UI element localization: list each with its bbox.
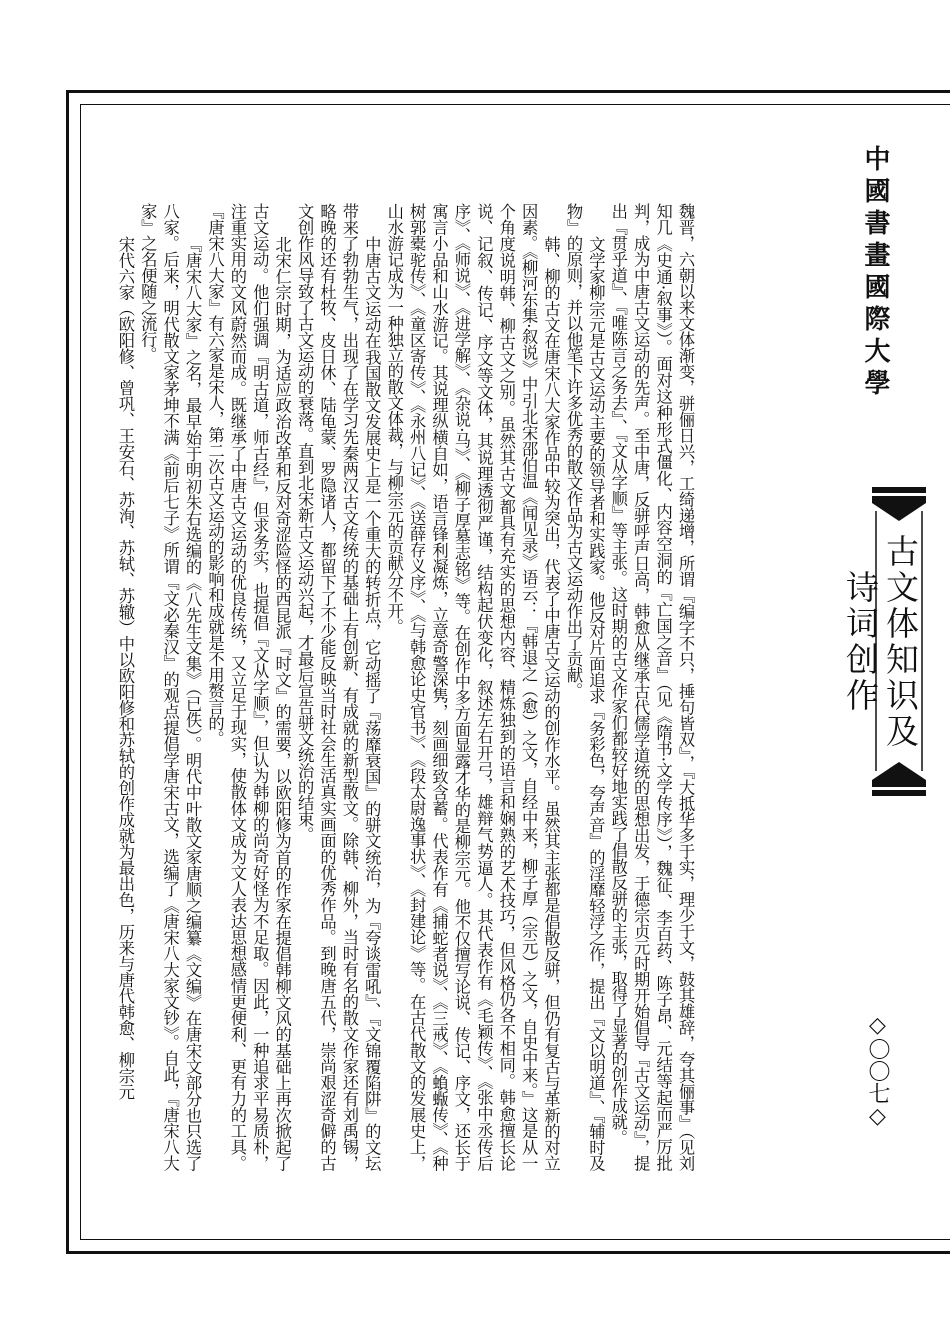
running-header: 中國書畫國際大學 <box>860 145 890 401</box>
chapter-title: 古文体知识及诗词创作 <box>841 534 920 750</box>
paragraph-6: 『唐宋八大家』之名，最早始于明初朱右选编的《八先生文集》（已佚）。明代中叶散文家唐顺之编纂《文编》在唐宋文部分也只选了八家。后来，明代散文家茅坤不满《前后七子》所谓『文必秦汉』的观点提倡学唐宋古文，选编了《唐宋八大家文钞》。自此，『唐宋八大家』之名便随之流行。 <box>138 203 203 1171</box>
paragraph-1: 魏晋，六朝以来文体渐变，骈俪日兴，工绮递增，所谓『编字不只，捶句皆双』，『大抵华多于实，理少于文，鼓其雄辞，夸其俪事』（见刘知几《史通·叙事》）。面对这种形式僵化、内容空洞的『亡国之音』（见《隋书·文学传序》），魏征、李百药、陈子昂、元结等起而严厉批判，成为中唐古文运动的先声。至中唐，反骈呼声日高，韩愈从继承古代儒学道统的思想出发，于德宗贞元时期开始倡导『古文运动』，提出『贯乎道』、『唯陈言之务去』、『文从字顺』等主张。这时期的古文作家们都较好地实践了倡散反骈的主张，取得了显著的创作成就。 <box>608 203 695 1171</box>
paragraph-3: 韩、柳的古文在唐宋八大家作品中较为突出，代表了中唐古文运动的创作水平。虽然其主张都是倡散反骈，但仍有复古与革新的对立因素。《柳河东集·叙说》中引北宋邵伯温《闻见录》语云：『韩退之（愈）之文，自经中来，柳子厚（宗元）之文，自史中来。』这是从一个角度说明韩、柳古文之别。虽然其古文都具有充实的思想内容、精炼独到的语言和娴熟的艺术技巧，但风格仍各不相同。韩愈擅长论说、记叙、传记、序文等文体，其说理透彻严谨，结构起伏变化，叙述左右开弓，雄辩气势逼人。其代表作有《毛颖传》、《张中丞传后序》、《师说》、《进学解》、《杂说·马》、《柳子厚墓志铭》等。在创作中多方面显露才华的是柳宗元。他不仅擅写论说、传记、序文，还长于寓言小品和山水游记。其说理纵横自如，语言锋利凝炼，立意奇警深隽，刻画细致含蓄。代表作有《捕蛇者说》、《三戒》、《蝜蝂传》、《种树郭橐驼传》、《童区寄传》、《永州八记》、《送薛存义序》、《与韩愈论史官书》、《段太尉逸事状》、《封建论》等。在古代散文的发展史上，山水游记成为一种独立的散文体裁，与柳宗元的贡献分不开。 <box>384 203 561 1171</box>
chapter-title-box <box>841 487 926 796</box>
body-text <box>115 203 696 1171</box>
paragraph-5: 北宋仁宗时期，为适应政治改革和反对奇涩险怪的西昆派『时文』的需要，以欧阳修为首的作家在提倡韩柳文风的基础上再次掀起了古文运动。他们强调『明古道，师古经』，但求务实，也提倡『文从字顺』，但认为韩柳的尚奇好怪为不足取。因此，一种追求平易质朴，注重实用的文风蔚然而成。既继承了中唐古文运动的优良传统，又立足于现实，使散体文成为文人表达思想感情更便利、更有力的工具。『唐宋八大家』有六家是宋人，第二次古文运动的影响和成就是不用赘言的。 <box>205 203 292 1171</box>
paragraph-4: 中唐古文运动在我国散文发展史上是一个重大的转折点，它动摇了『荡靡衰国』的骈文统治，为『夸谈雷吼』、『文锦覆陷阱』的文坛带来了勃勃生气，出现了在学习先秦两汉古文传统的基础上有创新、有成就的新型散文。除韩、柳外，当时有名的散文作家还有刘禹锡，略晚的还有杜牧、皮日休、陆龟蒙、罗隐诸人，都留下了不少能反映当时社会生活真实画面的优秀作品。到晚唐五代，崇尚艰涩奇僻的古文创作风导致了古文运动的衰落。直到北宋新古文运动兴起，才最后宣告骈文统治的结束。 <box>295 203 382 1171</box>
page-number: ◇〇〇七◇ <box>865 1013 890 1129</box>
paragraph-7: 宋代六家（欧阳修、曾巩、王安石、苏洵、苏轼、苏辙）中以欧阳修和苏轼的创作成就为最出色，历来与唐代韩愈、柳宗元 <box>115 235 135 1100</box>
paragraph-2: 文学家柳宗元是古文运动主要的领导者和实践家。他反对片面追求『务彩色，夸声音』的淫靡轻浮之作，提出『文以明道』、『辅时及物』的原则，并以他笔下许多优秀的散文作品为古文运动作出了贡献。 <box>563 203 606 1171</box>
